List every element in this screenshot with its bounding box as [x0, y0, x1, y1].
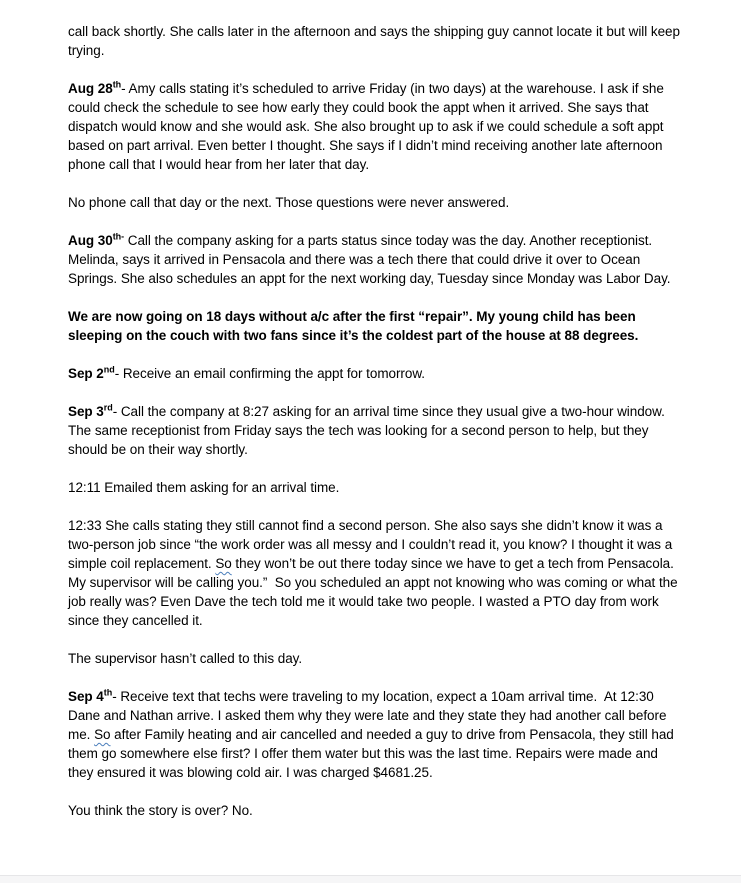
- text-run: - Receive an email confirming the appt for tomorrow.: [114, 366, 425, 381]
- paragraph: [68, 364, 681, 383]
- paragraph: [68, 649, 681, 668]
- paragraph: [68, 478, 681, 497]
- grammar-flagged-text: So: [215, 556, 232, 571]
- text-run: they won’t be out there today since we have to get a tech from Pensacola. My supervisor will be calling you.” So you scheduled an appt not knowing who was coming or what the job really was? Even Dave the tech told me it would take two people. I wasted a PTO day from work since they cancelled it.: [68, 556, 682, 628]
- text-run: nd: [103, 364, 115, 375]
- text-run: Call the company asking for a parts status since today was the day. Another receptionist. Melinda, says it arrived in Pensacola and there was a tech there that could drive it over to Ocean Springs. She also schedules an appt for the next working day, Tuesday since Monday was Labor Day.: [68, 233, 671, 286]
- bottom-edge-bar: [0, 875, 741, 883]
- paragraph: [68, 193, 681, 212]
- text-run: No phone call that day or the next. Those questions were never answered.: [68, 195, 510, 210]
- text-run: th-: [112, 231, 125, 242]
- grammar-flagged-text: So: [94, 727, 111, 742]
- text-run: You think the story is over? No.: [68, 803, 253, 818]
- paragraph: [68, 22, 684, 60]
- paragraph: [68, 516, 681, 630]
- text-run: - Call the company at 8:27 asking for an arrival time since they usual give a two-hour window. The same receptionist from Friday says the tech was looking for a second person to help, but they should be on their way shortly.: [68, 404, 669, 457]
- text-run: call back shortly. She calls later in the afternoon and says the shipping guy cannot locate it but will keep trying.: [68, 24, 684, 58]
- text-run: 12:11 Emailed them asking for an arrival time.: [68, 480, 340, 495]
- text-run: Aug 28: [68, 81, 113, 96]
- text-run: - Amy calls stating it’s scheduled to arrive Friday (in two days) at the warehouse. I ask if she could check the schedule to see how early they could book the appt when it arrived. She says that dispatch would know and she would ask. She also brought up to ask if we could schedule a soft appt based on part arrival. Even better I thought. She says if I didn’t mind receiving another late afternoon phone call that I would hear from her later that day.: [68, 81, 668, 172]
- text-run: Sep 2: [68, 366, 104, 381]
- paragraph: [68, 307, 681, 345]
- paragraph: [68, 801, 681, 820]
- text-run: 12:33 She calls stating they still cannot find a second person. She also says she didn’t know it was a two-person job since “the work order was all messy and I couldn’t read it, you know? I thought it was a simple coil replacement.: [68, 518, 676, 571]
- text-run: th: [103, 687, 113, 698]
- text-run: Sep 4: [68, 689, 104, 704]
- paragraph: [68, 231, 681, 288]
- text-run: We are now going on 18 days without a/c after the first “repair”. My young child has been sleeping on the couch with two fans since it’s the coldest part of the house at 88 degrees.: [68, 309, 640, 343]
- text-run: - Receive text that techs were traveling to my location, expect a 10am arrival time. At 12:30 Dane and Nathan arrive. I asked them why they were late and they state they had another call before me.: [68, 689, 671, 742]
- paragraph: [68, 79, 681, 174]
- text-run: The supervisor hasn’t called to this day.: [68, 651, 303, 666]
- text-run: Sep 3: [68, 404, 104, 419]
- text-run: rd: [103, 402, 113, 413]
- text-run: th: [112, 79, 122, 90]
- text-run: after Family heating and air cancelled and needed a guy to drive from Pensacola, they still had them go somewhere else first? I offer them water but this was the last time. Repairs were made and they ensured it was blowing cold air. I was charged $4681.25.: [68, 727, 678, 780]
- paragraph: [68, 687, 681, 782]
- text-run: Aug 30: [68, 233, 113, 248]
- paragraph: [68, 402, 681, 459]
